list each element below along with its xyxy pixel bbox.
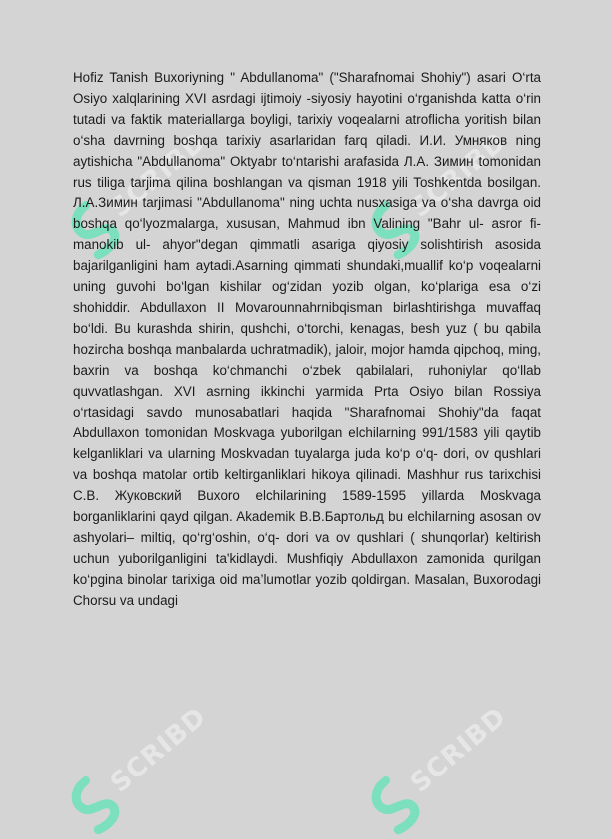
watermark-logo xyxy=(60,692,221,839)
watermark-text: SCRIBD xyxy=(105,701,213,799)
document-body-text: Hofiz Tanish Buxoriyning " Abdullanoma" ("Sharafnomai Shohiy") asari O‘rta Osiyo xalqlarining XVI asrdagi ijtimoiy -siyosiy hayotini o‘rganishda katta o‘rin tutadi va faktik materiallarga boyligi, tarixiy voqealarni atroflicha yoritish bilan o‘sha davrning boshqa tarixiy asarlaridan farq qiladi. И.И. Умняков ning aytishicha "Abdullanoma" Oktyabr to‘ntarishi arafasida Л.А. Зимин tomonidan rus tiliga tarjima qilina boshlangan va qisman 1918 yili Toshkentda bosilgan. Л.А.Зимин tarjimasi "Abdullanoma" ning uchta nusxasiga va o‘sha davrga oid boshqa qo‘lyozmalarga, xususan, Mahmud ibn Valining "Bahr ul- asror fi-manokib ul- ahyor"degan qimmatli asariga qiyosiy solishtirish asosida bajarilganligini ham aytadi.Asarning qimmati shundaki,muallif ko‘p voqealarni uning guvohi bo‘lgan kishilar og‘zidan yozib olgan, ko‘plariga esa o‘zi shohiddir. Abdullaxon II Movarounnahrnibqisman birlashtirishga muvaffaq bo‘ldi. Bu kurashda shirin, qushchi, o‘torchi, kenagas, besh yuz ( bu qabila hozircha boshqa manbalarda uchratmadik), jaloir, mojor hamda qipchoq, ming, baxrin va boshqa ko‘chmanchi o‘zbek qabilalari, ruhoniylar qo‘llab quvvatlashgan. XVI asrning ikkinchi yarmida Prta Osiyo bilan Rossiya o‘rtasidagi savdo munosabatlari haqida "Sharafnomai Shohiy"da faqat Abdullaxon tomonidan Moskvaga yuborilgan elchilarning 991/1583 yili qaytib kelganliklari va ularning Moskvadan tuyalarga juda ko‘p o‘q- dori, ov qushlari va boshqa matolar ortib keltirganliklari hikoya qilinadi. Mashhur rus tarixchisi С.В. Жуковский Buxoro elchilarining 1589-1595 yillarda Moskvaga borganliklarini qayd qilgan. Akademik В.В.Бартольд bu elchilarning asosan ov ashyolari– miltiq, qo‘rg‘oshin, o‘q- dori va ov qushlari ( shunqorlar) keltirish uchun yuborilganligini ta'kidlaydi. Mushfiqiy Abdullaxon zamonida qurilgan ko‘pgina binolar tarixiga oid ma’lumotlar yozib qoldirgan. Masalan, Buxorodagi Chorsu va undagi xyxy=(73,70,541,608)
scribd-logo-icon xyxy=(360,768,430,839)
watermark-text: SCRIBD xyxy=(405,126,513,224)
watermark-text: SCRIBD xyxy=(405,701,513,799)
scribd-logo-icon xyxy=(60,768,130,839)
watermark-logo xyxy=(360,692,521,839)
watermark-text: SCRIBD xyxy=(105,126,213,224)
